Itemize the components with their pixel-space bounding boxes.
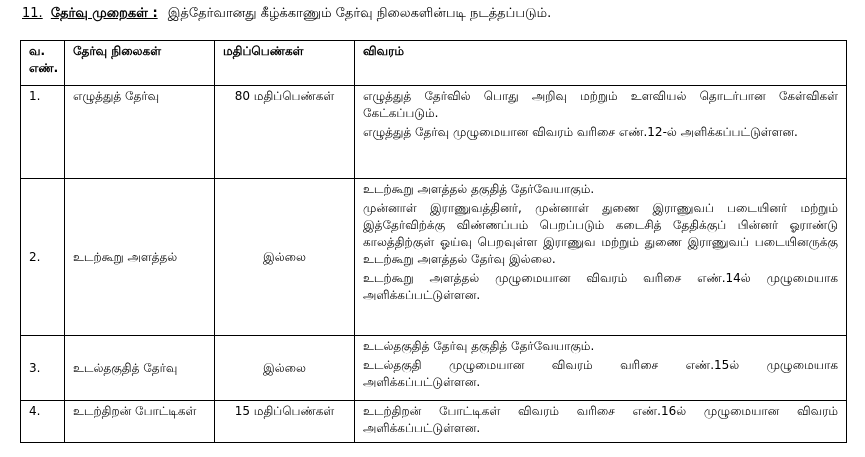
row-stage: உடற்கூறு அளத்தல் <box>65 179 215 336</box>
header-stage: தேர்வு நிலைகள் <box>65 41 215 86</box>
row-serial-no: 4. <box>21 401 65 443</box>
detail-paragraph: எழுத்துத் தேர்வில் பொது அறிவு மற்றும் உளவியல் தொடர்பான கேள்விகள் கேட்கப்படும். <box>363 89 838 120</box>
header-serial-no: வ. எண். <box>21 41 65 86</box>
detail-paragraph: உடற்திறன் போட்டிகள் விவரம் வரிசை எண்.16ல் முழுமையான விவரம் அளிக்கப்பட்டுள்ளன. <box>363 404 838 435</box>
row-stage: உடல்தகுதித் தேர்வு <box>65 336 215 401</box>
row-stage: எழுத்துத் தேர்வு <box>65 86 215 179</box>
section-title: தேர்வு முறைகள் : <box>50 6 158 21</box>
table-row <box>21 179 847 336</box>
table-row <box>21 401 847 443</box>
row-serial-no: 1. <box>21 86 65 179</box>
section-number: 11. <box>22 6 43 21</box>
detail-paragraph: எழுத்துத் தேர்வு முழுமையான விவரம் வரிசை எண்.12-ல் அளிக்கப்பட்டுள்ளன. <box>363 125 798 139</box>
row-details <box>355 401 847 443</box>
row-details <box>355 336 847 401</box>
detail-paragraph: உடல்தகுதி முழுமையான விவரம் வரிசை எண்.15ல் முழுமையாக அளிக்கப்பட்டுள்ளன. <box>363 358 838 389</box>
row-marks: 15 மதிப்பெண்கள் <box>215 401 355 443</box>
row-serial-no: 2. <box>21 179 65 336</box>
table-row <box>21 336 847 401</box>
section-intro: இத்தேர்வானது கீழ்க்காணும் தேர்வு நிலைகளின்படி நடத்தப்படும். <box>167 6 552 21</box>
detail-paragraph: உடல்தகுதித் தேர்வு தகுதித் தேர்வேயாகும். <box>363 339 595 353</box>
table-header-row <box>21 41 847 86</box>
detail-paragraph: உடற்கூறு அளத்தல் முழுமையான விவரம் வரிசை எண்.14ல் முழுமையாக அளிக்கப்பட்டுள்ளன. <box>363 271 838 302</box>
section-heading <box>22 6 551 22</box>
detail-paragraph: முன்னாள் இராணுவத்தினர், முன்னாள் துணை இராணுவப் படையினர் மற்றும் இத்தேர்விற்க்கு விண்ணப்பம் பெறப்படும் கடைசித் தேதிக்குப் பின்னர் ஓராண்டு காலத்திற்குள் ஓய்வு பெறவுள்ள இராணுவ மற்றும் துணை இராணுவப் படையினருக்கு உடற்கூறு அளத்தல் தேர்வு இல்லை. <box>363 201 838 266</box>
row-serial-no: 3. <box>21 336 65 401</box>
table-row <box>21 86 847 179</box>
row-marks: இல்லை <box>215 179 355 336</box>
row-marks: 80 மதிப்பெண்கள் <box>215 86 355 179</box>
row-details <box>355 86 847 179</box>
row-marks: இல்லை <box>215 336 355 401</box>
row-details <box>355 179 847 336</box>
header-details: விவரம் <box>355 41 847 86</box>
exam-stages-table <box>20 40 847 443</box>
row-stage: உடற்திறன் போட்டிகள் <box>65 401 215 443</box>
detail-paragraph: உடற்கூறு அளத்தல் தகுதித் தேர்வேயாகும். <box>363 182 595 196</box>
header-marks: மதிப்பெண்கள் <box>215 41 355 86</box>
